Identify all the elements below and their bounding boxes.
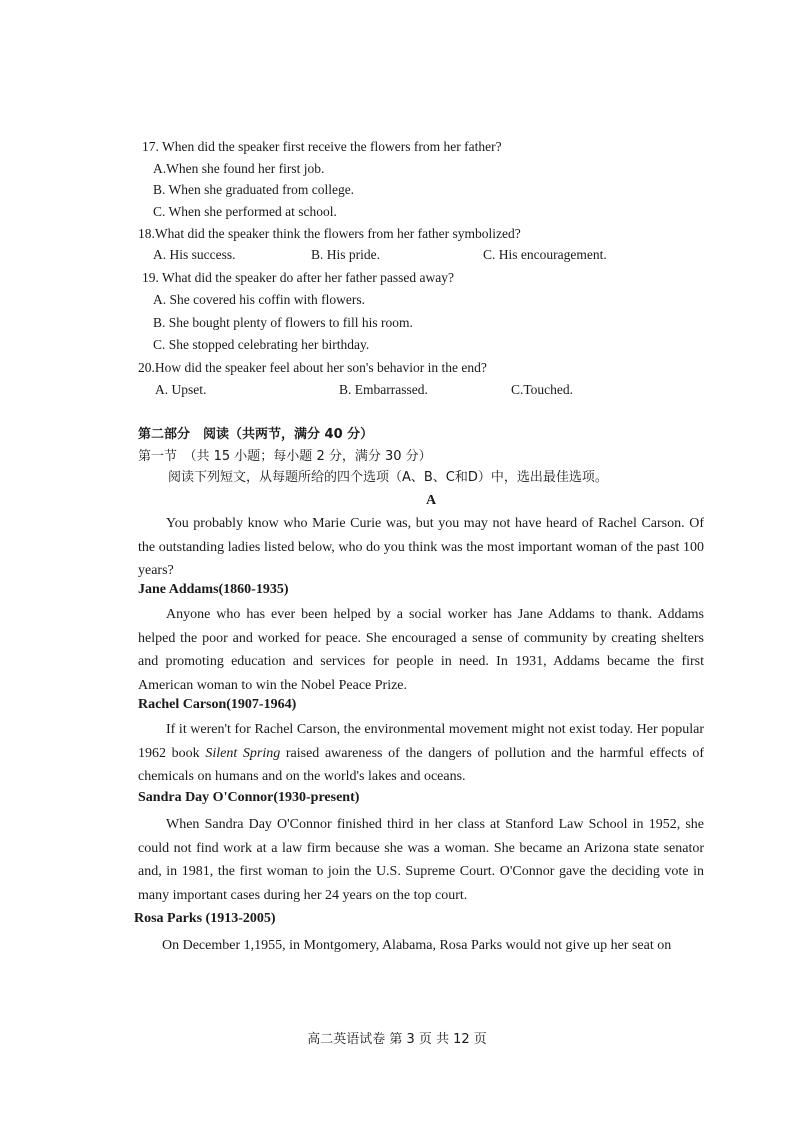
reading-instruction: 阅读下列短文，从每题所给的四个选项（A、B、C和D）中，选出最佳选项。 [168,470,608,485]
person-paragraph-rachel-carson [138,718,704,789]
person-heading-rachel-carson: Rachel Carson(1907-1964) [138,697,297,712]
question-18-option-b: B. His pride. [311,247,380,262]
question-19-stem: 19. What did the speaker do after her father passed away? [142,270,454,285]
question-19-option-c: C. She stopped celebrating her birthday. [153,337,370,352]
question-20-stem: 20.How did the speaker feel about her son's behavior in the end? [138,360,487,375]
passage-label: A [426,493,437,508]
question-20-option-c: C.Touched. [511,382,574,397]
question-18-option-c: C. His encouragement. [483,247,607,262]
person-paragraph-sandra-day-oconnor [138,813,704,907]
person-text-sandra-day-oconnor: When Sandra Day O'Connor finished third in her class at Stanford Law School in 1952, she could not find work at a law firm because she was a woman. She became an Arizona state senator and, in 1981, the first woman to join the U.S. Supreme Court. O'Connor gave the deciding vote in many important cases during her 24 years on the top court. [138,817,704,903]
person-text-rachel-carson [138,718,704,789]
page-footer: 高二英语试卷 第 3 页 共 12 页 [307,1032,487,1047]
passage-intro-text: You probably know who Marie Curie was, but you may not have heard of Rachel Carson. Of the outstanding ladies listed below, who do you think was the most important woman of the past 100 years? [138,516,704,578]
question-18-option-a: A. His success. [153,247,236,262]
book-title-silent-spring: Silent Spring [205,745,281,761]
rachel-carson-text-part2: raised awareness of the dangers of pollution and the harmful effects of chemicals on humans and on the world's lakes and oceans. [138,745,704,784]
section-one-title: 第一节 （共 15 小题；每小题 2 分，满分 30 分） [138,449,432,464]
person-text-jane-addams: Anyone who has ever been helped by a social worker has Jane Addams to thank. Addams helped the poor and worked for peace. She encouraged a sense of community by creating shelters and promoting education and services for people in need. In 1931, Addams became the first American woman to win the Nobel Peace Prize. [138,607,704,693]
person-heading-rosa-parks: Rosa Parks (1913-2005) [134,911,276,926]
question-17-stem: 17. When did the speaker first receive the flowers from her father? [142,139,502,154]
person-paragraph-rosa-parks [134,934,714,958]
question-18-stem: 18.What did the speaker think the flowers from her father symbolized? [138,226,521,241]
passage-intro [138,512,704,583]
part-two-title: 第二部分 阅读（共两节，满分 40 分） [138,427,374,442]
question-17-option-a: A.When she found her first job. [153,161,325,176]
question-20-option-b: B. Embarrassed. [339,382,428,397]
question-19-option-a: A. She covered his coffin with flowers. [153,292,365,307]
rachel-carson-text-part1: If it weren't for Rachel Carson, the environmental movement might not exist today. Her popular 1962 book [138,722,704,761]
question-17-option-c: C. When she performed at school. [153,204,337,219]
person-paragraph-jane-addams [138,603,704,697]
person-text-rosa-parks: On December 1,1955, in Montgomery, Alabama, Rosa Parks would not give up her seat on [162,938,672,953]
person-heading-sandra-day-oconnor: Sandra Day O'Connor(1930-present) [138,790,360,805]
question-17-option-b: B. When she graduated from college. [153,182,355,197]
question-20-option-a: A. Upset. [155,382,207,397]
person-heading-jane-addams: Jane Addams(1860-1935) [138,582,289,597]
question-19-option-b: B. She bought plenty of flowers to fill his room. [153,315,413,330]
